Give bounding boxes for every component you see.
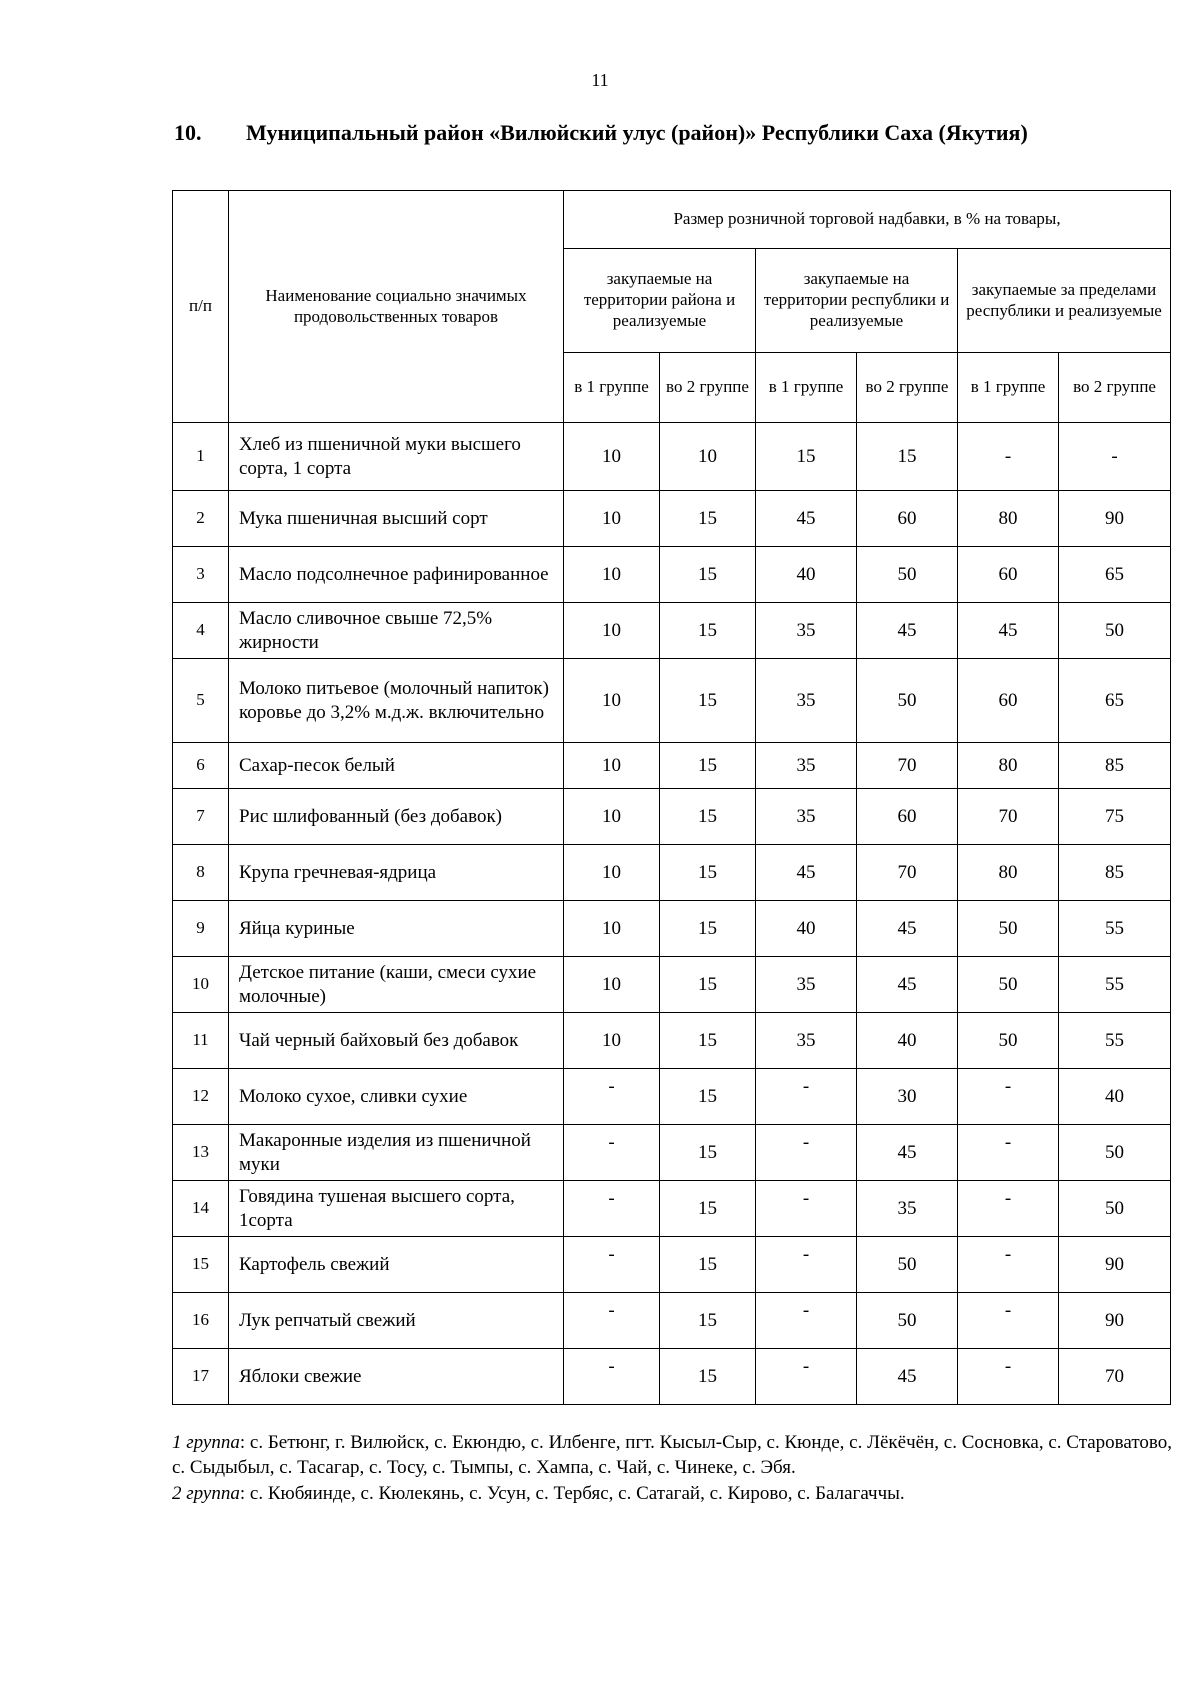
markup-value: 70 [857, 845, 958, 901]
markup-value: 50 [958, 957, 1059, 1013]
markup-value: 50 [857, 1293, 958, 1349]
markup-value: 60 [958, 659, 1059, 743]
markup-value: - [564, 1125, 660, 1181]
markup-value: 15 [660, 1293, 756, 1349]
col-group-title: Размер розничной торговой надбавки, в % на товары, [564, 191, 1171, 249]
markup-value: 55 [1059, 957, 1171, 1013]
markup-value: 10 [564, 491, 660, 547]
markup-value: 15 [660, 491, 756, 547]
markup-value: - [564, 1293, 660, 1349]
markup-value: 35 [756, 603, 857, 659]
sub-col-header: во 2 группе [1059, 353, 1171, 423]
markup-value: 35 [756, 659, 857, 743]
markup-value: 15 [660, 1125, 756, 1181]
table-row [173, 845, 1171, 901]
row-index: 8 [173, 845, 229, 901]
sub-col-header: во 2 группе [660, 353, 756, 423]
markup-table [172, 190, 1171, 1405]
row-index: 16 [173, 1293, 229, 1349]
table-row [173, 1069, 1171, 1125]
markup-value: 10 [564, 901, 660, 957]
markup-value: 35 [756, 957, 857, 1013]
table-row [173, 1125, 1171, 1181]
sub-col-header: в 1 группе [756, 353, 857, 423]
row-index: 4 [173, 603, 229, 659]
markup-value: 35 [756, 789, 857, 845]
markup-value: 10 [564, 743, 660, 789]
product-name: Хлеб из пшеничной муки высшего сорта, 1 сорта [229, 423, 564, 491]
markup-value: 50 [958, 1013, 1059, 1069]
markup-value: - [756, 1125, 857, 1181]
markup-value: - [958, 423, 1059, 491]
row-index: 12 [173, 1069, 229, 1125]
markup-value: 45 [756, 845, 857, 901]
markup-value: - [958, 1237, 1059, 1293]
markup-value: 45 [857, 1125, 958, 1181]
markup-value: 90 [1059, 1237, 1171, 1293]
markup-value: 65 [1059, 547, 1171, 603]
markup-value: 15 [660, 789, 756, 845]
table-row [173, 423, 1171, 491]
product-name: Лук репчатый свежий [229, 1293, 564, 1349]
product-name: Масло сливочное свыше 72,5% жирности [229, 603, 564, 659]
markup-value: 40 [756, 547, 857, 603]
markup-value: 50 [1059, 1125, 1171, 1181]
markup-value: 15 [660, 901, 756, 957]
product-name: Рис шлифованный (без добавок) [229, 789, 564, 845]
markup-value: 45 [857, 1349, 958, 1405]
markup-value: 50 [1059, 603, 1171, 659]
markup-value: 60 [958, 547, 1059, 603]
markup-value: 45 [857, 603, 958, 659]
product-name: Чай черный байховый без добавок [229, 1013, 564, 1069]
table-row [173, 1293, 1171, 1349]
table-body [173, 423, 1171, 1405]
row-index: 14 [173, 1181, 229, 1237]
row-index: 6 [173, 743, 229, 789]
markup-value: 10 [564, 603, 660, 659]
markup-value: 90 [1059, 491, 1171, 547]
markup-value: - [1059, 423, 1171, 491]
markup-value: 80 [958, 845, 1059, 901]
markup-value: - [958, 1293, 1059, 1349]
product-name: Яблоки свежие [229, 1349, 564, 1405]
markup-value: 15 [660, 845, 756, 901]
markup-value: 85 [1059, 845, 1171, 901]
markup-value: - [756, 1293, 857, 1349]
markup-value: 50 [857, 547, 958, 603]
markup-value: 55 [1059, 1013, 1171, 1069]
subgroup-republic: закупаемые на территории республики и реализуемые [756, 249, 958, 353]
markup-value: 15 [756, 423, 857, 491]
markup-value: 30 [857, 1069, 958, 1125]
table-row [173, 1237, 1171, 1293]
markup-value: 85 [1059, 743, 1171, 789]
table-row [173, 1013, 1171, 1069]
note-group-1-text: : с. Бетюнг, г. Вилюйск, с. Екюндю, с. Илбенге, пгт. Кысыл-Сыр, с. Кюнде, с. Лёкёчён, с. Сосновка, с. Староватово, с. Сыдыбыл, с. Тасагар, с. Тосу, с. Тымпы, с. Хампа, с. Чай, с. Чинеке, с. Эбя. [172, 1432, 1172, 1479]
sub-col-header: в 1 группе [564, 353, 660, 423]
table-row [173, 1181, 1171, 1237]
table-row [173, 1349, 1171, 1405]
table-row [173, 957, 1171, 1013]
sub-col-header: во 2 группе [857, 353, 958, 423]
row-index: 10 [173, 957, 229, 1013]
markup-value: 10 [564, 1013, 660, 1069]
table-header [173, 191, 1171, 423]
product-name: Говядина тушеная высшего сорта, 1сорта [229, 1181, 564, 1237]
markup-value: 80 [958, 491, 1059, 547]
markup-value: 50 [857, 1237, 958, 1293]
markup-value: 15 [660, 1069, 756, 1125]
markup-value: 45 [857, 957, 958, 1013]
subgroup-district: закупаемые на территории района и реализуемые [564, 249, 756, 353]
markup-value: - [756, 1237, 857, 1293]
markup-value: - [756, 1069, 857, 1125]
markup-value: - [564, 1237, 660, 1293]
markup-value: 40 [857, 1013, 958, 1069]
table-row [173, 659, 1171, 743]
subgroup-outside: закупаемые за пределами республики и реализуемые [958, 249, 1171, 353]
row-index: 3 [173, 547, 229, 603]
section-heading [174, 120, 1134, 146]
note-group-2 [172, 1481, 1172, 1506]
markup-value: 15 [660, 547, 756, 603]
sub-col-header: в 1 группе [958, 353, 1059, 423]
markup-value: - [564, 1349, 660, 1405]
markup-value: 65 [1059, 659, 1171, 743]
section-title: Муниципальный район «Вилюйский улус (район)» Республики Саха (Якутия) [246, 120, 1028, 145]
product-name: Масло подсолнечное рафинированное [229, 547, 564, 603]
markup-value: - [958, 1069, 1059, 1125]
markup-value: 50 [857, 659, 958, 743]
markup-value: 35 [857, 1181, 958, 1237]
product-name: Детское питание (каши, смеси сухие молочные) [229, 957, 564, 1013]
product-name: Картофель свежий [229, 1237, 564, 1293]
markup-value: - [958, 1181, 1059, 1237]
markup-value: 35 [756, 1013, 857, 1069]
row-index: 11 [173, 1013, 229, 1069]
markup-value: 35 [756, 743, 857, 789]
markup-value: 10 [660, 423, 756, 491]
table-row [173, 789, 1171, 845]
row-index: 5 [173, 659, 229, 743]
markup-value: 80 [958, 743, 1059, 789]
note-group-2-label: 2 группа [172, 1482, 240, 1504]
product-name: Молоко питьевое (молочный напиток) коровье до 3,2% м.д.ж. включительно [229, 659, 564, 743]
table-row [173, 547, 1171, 603]
markup-value: 45 [756, 491, 857, 547]
markup-value: 10 [564, 957, 660, 1013]
markup-value: 10 [564, 845, 660, 901]
row-index: 9 [173, 901, 229, 957]
markup-value: 10 [564, 659, 660, 743]
markup-value: 45 [857, 901, 958, 957]
markup-value: 15 [660, 1349, 756, 1405]
markup-value: - [756, 1349, 857, 1405]
product-name: Сахар-песок белый [229, 743, 564, 789]
product-name: Молоко сухое, сливки сухие [229, 1069, 564, 1125]
note-group-1 [172, 1430, 1172, 1481]
markup-value: - [564, 1069, 660, 1125]
row-index: 2 [173, 491, 229, 547]
markup-value: 50 [1059, 1181, 1171, 1237]
markup-value: 10 [564, 423, 660, 491]
product-name: Макаронные изделия из пшеничной муки [229, 1125, 564, 1181]
markup-value: 50 [958, 901, 1059, 957]
markup-value: - [564, 1181, 660, 1237]
col-name-header: Наименование социально значимых продовольственных товаров [229, 191, 564, 423]
page-number: 11 [591, 70, 609, 90]
markup-value: 10 [564, 547, 660, 603]
table-row [173, 603, 1171, 659]
markup-value: 45 [958, 603, 1059, 659]
notes [172, 1430, 1172, 1506]
markup-value: 70 [958, 789, 1059, 845]
markup-value: 70 [857, 743, 958, 789]
markup-value: 40 [756, 901, 857, 957]
markup-value: - [958, 1349, 1059, 1405]
markup-value: 75 [1059, 789, 1171, 845]
col-index-header: п/п [173, 191, 229, 423]
markup-value: 15 [660, 659, 756, 743]
markup-value: 15 [660, 1181, 756, 1237]
markup-value: - [756, 1181, 857, 1237]
markup-value: 40 [1059, 1069, 1171, 1125]
markup-value: 15 [660, 957, 756, 1013]
markup-value: 15 [660, 603, 756, 659]
product-name: Мука пшеничная высший сорт [229, 491, 564, 547]
table-row [173, 901, 1171, 957]
section-number: 10. [174, 120, 202, 145]
row-index: 17 [173, 1349, 229, 1405]
markup-value: 70 [1059, 1349, 1171, 1405]
markup-value: 10 [564, 789, 660, 845]
markup-value: 15 [857, 423, 958, 491]
row-index: 7 [173, 789, 229, 845]
markup-value: 60 [857, 491, 958, 547]
row-index: 1 [173, 423, 229, 491]
markup-value: 55 [1059, 901, 1171, 957]
product-name: Яйца куриные [229, 901, 564, 957]
note-group-1-label: 1 группа [172, 1432, 240, 1453]
note-group-2-text: : с. Кюбяинде, с. Кюлекянь, с. Усун, с. Тербяс, с. Сатагай, с. Кирово, с. Балагаччы. [239, 1482, 905, 1504]
markup-value: 15 [660, 1237, 756, 1293]
markup-value: 90 [1059, 1293, 1171, 1349]
markup-value: 15 [660, 1013, 756, 1069]
row-index: 13 [173, 1125, 229, 1181]
markup-value: 60 [857, 789, 958, 845]
row-index: 15 [173, 1237, 229, 1293]
product-name: Крупа гречневая-ядрица [229, 845, 564, 901]
table-row [173, 491, 1171, 547]
markup-value: - [958, 1125, 1059, 1181]
table-row [173, 743, 1171, 789]
markup-value: 15 [660, 743, 756, 789]
